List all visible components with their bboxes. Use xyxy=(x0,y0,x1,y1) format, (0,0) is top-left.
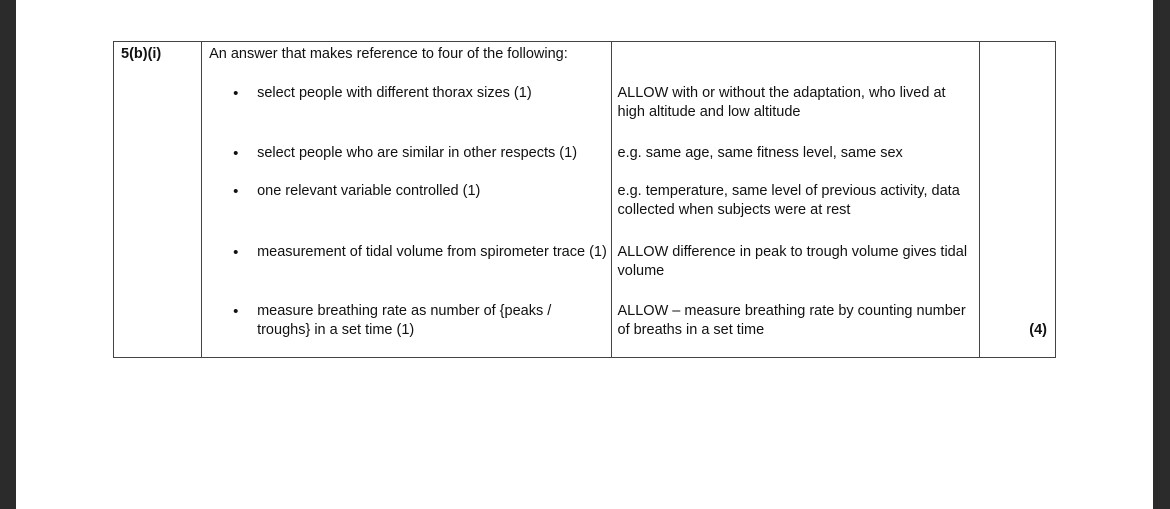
answer-point-text: select people with different thorax sizes (1) xyxy=(257,85,532,101)
bullet-icon: • xyxy=(233,145,239,162)
table-row xyxy=(114,42,1056,358)
marks-total: (4) xyxy=(1029,322,1047,338)
answer-point-text: select people who are similar in other respects (1) xyxy=(257,145,578,161)
question-number: 5(b)(i) xyxy=(114,42,202,358)
guidance-text: ALLOW – measure breathing rate by counting number of breaths in a set time xyxy=(617,303,966,338)
marks-cell xyxy=(979,42,1055,358)
bullet-icon: • xyxy=(233,244,239,261)
answer-point-text: measure breathing rate as number of {peaks / troughs} in a set time (1) xyxy=(257,303,552,338)
bullet-icon: • xyxy=(233,85,239,102)
guidance-text: e.g. temperature, same level of previous activity, data collected when subjects were at rest xyxy=(617,183,960,218)
guidance-text: ALLOW with or without the adaptation, who lived at high altitude and low altitude xyxy=(617,85,946,120)
bullet-icon: • xyxy=(233,303,239,320)
answer-cell xyxy=(202,42,611,358)
bullet-icon: • xyxy=(233,183,239,200)
answer-point-text: one relevant variable controlled (1) xyxy=(257,183,481,199)
mark-scheme-table xyxy=(113,41,1056,358)
answer-intro: An answer that makes reference to four of the following: xyxy=(209,46,568,62)
guidance-cell xyxy=(611,42,979,358)
guidance-text: e.g. same age, same fitness level, same sex xyxy=(617,145,903,161)
answer-point-text: measurement of tidal volume from spirometer trace (1) xyxy=(257,244,607,260)
document-page xyxy=(16,0,1153,509)
guidance-text: ALLOW difference in peak to trough volume gives tidal volume xyxy=(617,244,968,279)
